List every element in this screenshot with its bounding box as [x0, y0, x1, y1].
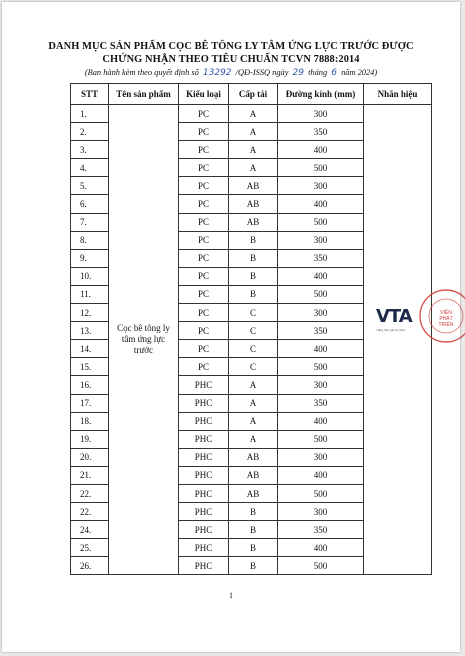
- cell-stt: 26.: [71, 557, 109, 575]
- cell-diameter: 350: [278, 249, 364, 267]
- cell-diameter: 300: [278, 231, 364, 249]
- cell-type: PC: [179, 159, 229, 177]
- cell-stt: 10.: [71, 267, 109, 285]
- page-number: 1: [229, 591, 233, 600]
- cell-stt: 20.: [71, 448, 109, 466]
- cell-diameter: 300: [278, 503, 364, 521]
- document-subtitle: [2, 68, 460, 78]
- cell-stt: 21.: [71, 466, 109, 484]
- vta-logo: VTA: [376, 306, 412, 327]
- cell-stt: 2.: [71, 123, 109, 141]
- cell-diameter: 400: [278, 340, 364, 358]
- decision-month: 6: [331, 68, 337, 78]
- cell-stt: 6.: [71, 195, 109, 213]
- cell-type: PC: [179, 141, 229, 159]
- cell-stt: 22.: [71, 484, 109, 502]
- cell-diameter: 500: [278, 557, 364, 575]
- cell-type: PHC: [179, 448, 229, 466]
- brand-logo-area: [374, 282, 464, 352]
- header-product: Tên sản phẩm: [109, 84, 179, 105]
- cell-type: PC: [179, 285, 229, 303]
- vta-tagline: vững bền giá trị thực: [376, 328, 406, 332]
- cell-type: PHC: [179, 557, 229, 575]
- cell-grade: C: [229, 340, 278, 358]
- cell-grade: AB: [229, 466, 278, 484]
- cell-grade: A: [229, 123, 278, 141]
- cell-diameter: 500: [278, 430, 364, 448]
- cell-grade: AB: [229, 195, 278, 213]
- subtitle-prefix: (Ban hành kèm theo quyết định số: [84, 68, 199, 77]
- svg-text:TRIỂN: TRIỂN: [438, 322, 454, 328]
- cell-brand: [364, 105, 454, 575]
- cell-type: PHC: [179, 412, 229, 430]
- cell-type: PC: [179, 105, 229, 123]
- cell-grade: C: [229, 358, 278, 376]
- cell-stt: 9.: [71, 249, 109, 267]
- cell-grade: A: [229, 376, 278, 394]
- cell-diameter: 500: [278, 213, 364, 231]
- cell-grade: AB: [229, 448, 278, 466]
- svg-text:PHÁT: PHÁT: [439, 316, 453, 322]
- cell-diameter: 400: [278, 267, 364, 285]
- svg-text:VIỆN: VIỆN: [440, 310, 452, 316]
- cell-diameter: 350: [278, 521, 364, 539]
- cell-type: PC: [179, 358, 229, 376]
- cell-grade: A: [229, 141, 278, 159]
- cell-diameter: 500: [278, 159, 364, 177]
- cell-grade: C: [229, 304, 278, 322]
- month-label: tháng: [308, 68, 328, 77]
- cell-diameter: 300: [278, 304, 364, 322]
- cell-stt: 15.: [71, 358, 109, 376]
- subtitle-mid: /QĐ-ISSQ ngày: [235, 68, 289, 77]
- product-table: [70, 83, 454, 575]
- cell-grade: A: [229, 105, 278, 123]
- cell-diameter: 400: [278, 466, 364, 484]
- cell-stt: 16.: [71, 376, 109, 394]
- cell-stt: 4.: [71, 159, 109, 177]
- cell-diameter: 300: [278, 105, 364, 123]
- decision-day: 29: [292, 68, 304, 78]
- table-header-row: [71, 84, 432, 105]
- decision-number: 13292: [202, 68, 232, 78]
- cell-type: PHC: [179, 466, 229, 484]
- cell-grade: B: [229, 521, 278, 539]
- cell-diameter: 350: [278, 123, 364, 141]
- header-brand: Nhãn hiệu: [364, 84, 432, 105]
- cell-grade: B: [229, 557, 278, 575]
- cell-grade: B: [229, 539, 278, 557]
- cell-type: PHC: [179, 430, 229, 448]
- cell-type: PC: [179, 177, 229, 195]
- cell-grade: AB: [229, 484, 278, 502]
- cell-diameter: 500: [278, 285, 364, 303]
- cell-type: PC: [179, 213, 229, 231]
- cell-grade: B: [229, 267, 278, 285]
- cell-stt: 19.: [71, 430, 109, 448]
- document-title-line2: CHỨNG NHẬN THEO TIÊU CHUẨN TCVN 7888:2014: [102, 54, 360, 65]
- cell-diameter: 300: [278, 448, 364, 466]
- cell-type: PC: [179, 195, 229, 213]
- cell-stt: 7.: [71, 213, 109, 231]
- cell-type: PHC: [179, 521, 229, 539]
- cell-grade: A: [229, 412, 278, 430]
- cell-stt: 12.: [71, 304, 109, 322]
- cell-grade: B: [229, 249, 278, 267]
- cell-stt: 17.: [71, 394, 109, 412]
- cell-type: PC: [179, 340, 229, 358]
- cell-grade: C: [229, 322, 278, 340]
- document-title-line1: DANH MỤC SẢN PHẨM CỌC BÊ TÔNG LY TÂM ỨNG LỰC TRƯỚC ĐƯỢC: [48, 41, 414, 52]
- header-grade: Cấp tải: [229, 84, 278, 105]
- cell-type: PC: [179, 304, 229, 322]
- cell-grade: A: [229, 394, 278, 412]
- header-diameter: Đường kính (mm): [278, 84, 364, 105]
- table-body: [71, 105, 454, 575]
- document-page: [2, 2, 460, 652]
- cell-stt: 25.: [71, 539, 109, 557]
- header-type: Kiểu loại: [179, 84, 229, 105]
- cell-stt: 24.: [71, 521, 109, 539]
- cell-grade: B: [229, 503, 278, 521]
- cell-grade: B: [229, 285, 278, 303]
- cell-stt: 3.: [71, 141, 109, 159]
- cell-type: PHC: [179, 376, 229, 394]
- cell-diameter: 350: [278, 322, 364, 340]
- cell-diameter: 300: [278, 376, 364, 394]
- cell-diameter: 300: [278, 177, 364, 195]
- cell-diameter: 350: [278, 394, 364, 412]
- cell-type: PC: [179, 267, 229, 285]
- cell-type: PC: [179, 249, 229, 267]
- cell-stt: 8.: [71, 231, 109, 249]
- cell-grade: A: [229, 159, 278, 177]
- cell-type: PHC: [179, 503, 229, 521]
- cell-grade: AB: [229, 213, 278, 231]
- cell-diameter: 500: [278, 484, 364, 502]
- header-stt: STT: [71, 84, 109, 105]
- cell-diameter: 400: [278, 539, 364, 557]
- cell-stt: 14.: [71, 340, 109, 358]
- cell-stt: 18.: [71, 412, 109, 430]
- certification-stamp-icon: [418, 288, 465, 344]
- cell-grade: A: [229, 430, 278, 448]
- cell-stt: 5.: [71, 177, 109, 195]
- year-label: năm 2024): [341, 68, 378, 77]
- cell-product-name: Cọc bê tông ly tâm ứng lực trước: [109, 105, 179, 575]
- cell-diameter: 400: [278, 141, 364, 159]
- cell-grade: AB: [229, 177, 278, 195]
- cell-type: PHC: [179, 484, 229, 502]
- cell-type: PC: [179, 123, 229, 141]
- table-row: [71, 105, 432, 123]
- cell-stt: 22.: [71, 503, 109, 521]
- cell-stt: 13.: [71, 322, 109, 340]
- cell-stt: 11.: [71, 285, 109, 303]
- cell-type: PHC: [179, 394, 229, 412]
- cell-type: PC: [179, 322, 229, 340]
- cell-diameter: 500: [278, 358, 364, 376]
- cell-stt: 1.: [71, 105, 109, 123]
- cell-type: PC: [179, 231, 229, 249]
- cell-type: PHC: [179, 539, 229, 557]
- cell-diameter: 400: [278, 412, 364, 430]
- cell-grade: B: [229, 231, 278, 249]
- cell-diameter: 400: [278, 195, 364, 213]
